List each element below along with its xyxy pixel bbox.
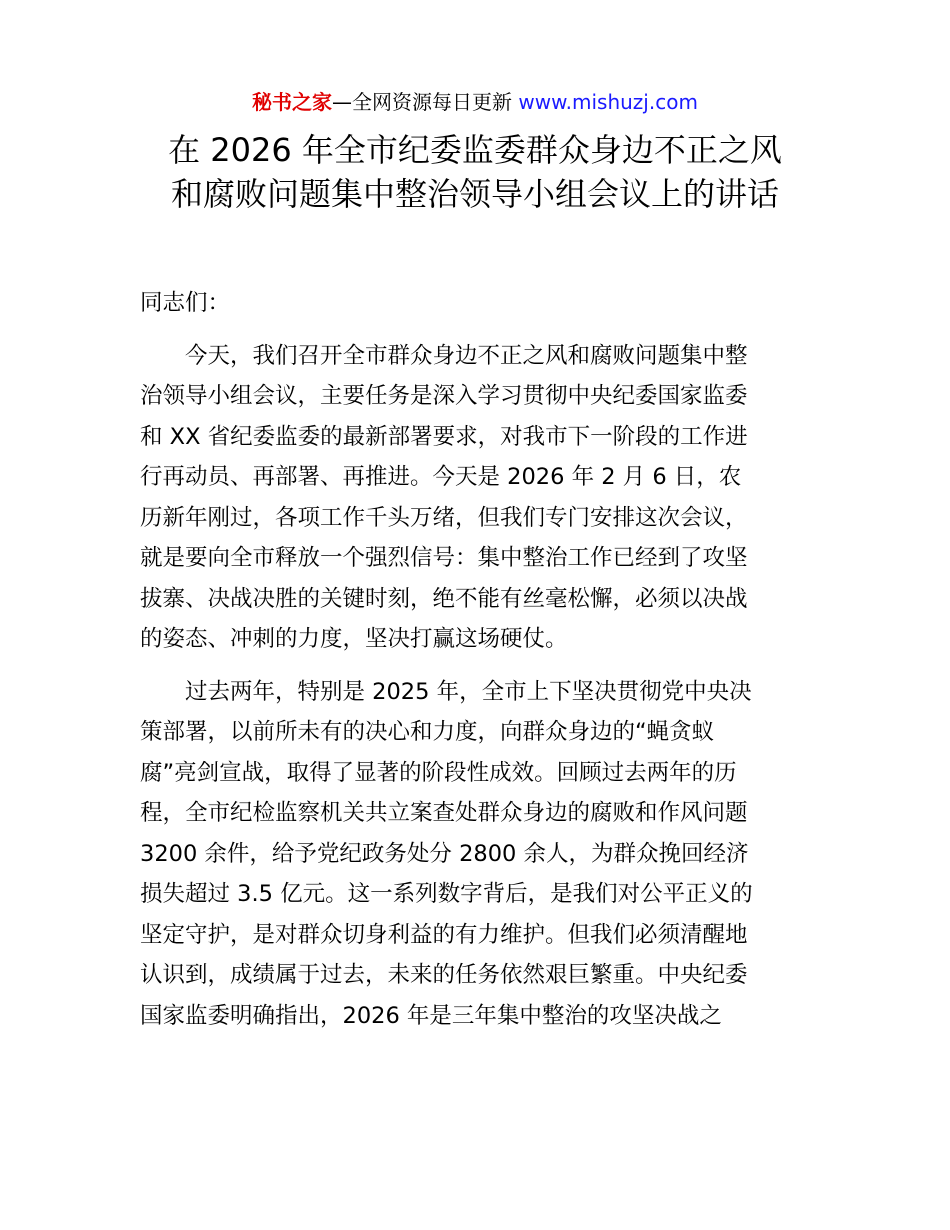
title-line-2: 和腐败问题集中整治领导小组会议上的讲话 xyxy=(170,175,779,213)
document-title xyxy=(100,128,850,216)
text-line: 的姿态、冲刺的力度，坚决打赢这场硬仗。 xyxy=(140,626,568,652)
text-line: 坚定守护，是对群众切身利益的有力维护。但我们必须清醒地 xyxy=(140,921,748,948)
text-line: 今天，我们召开全市群众身边不正之风和腐败问题集中整 xyxy=(185,342,748,369)
text-line: 损失超过 3.5 亿元。这一系列数字背后，是我们对公平正义的 xyxy=(140,881,753,907)
text-line: 治领导小组会议，主要任务是深入学习贯彻中央纪委国家监委 xyxy=(140,383,748,409)
text-line: 历新年刚过，各项工作千头万绪，但我们专门安排这次会议， xyxy=(140,504,748,531)
text-line: 认识到，成绩属于过去，未来的任务依然艰巨繁重。中央纪委 xyxy=(140,962,748,988)
document-body xyxy=(140,283,816,1048)
text-line: 国家监委明确指出，2026 年是三年集中整治的攻坚决战之 xyxy=(140,1002,722,1029)
text-line: 就是要向全市释放一个强烈信号：集中整治工作已经到了攻坚 xyxy=(140,545,748,571)
site-tagline: —全网资源每日更新 xyxy=(332,90,519,114)
paragraph-2 xyxy=(140,672,816,1037)
text-line: 3200 余件，给予党纪政务处分 2800 余人，为群众挽回经济 xyxy=(140,840,749,867)
text-line: 程，全市纪检监察机关共立案查处群众身边的腐败和作风问题 xyxy=(140,800,748,826)
text-line: 策部署，以前所未有的决心和力度，向群众身边的“蝇贪蚁 xyxy=(140,719,715,745)
brand-name: 秘书之家 xyxy=(252,90,333,114)
text-line: 拔寨、决战决胜的关键时刻，绝不能有丝毫松懈，必须以决战 xyxy=(140,585,748,612)
site-header xyxy=(0,88,950,116)
site-url-link[interactable]: www.mishuzj.com xyxy=(518,90,698,114)
salutation: 同志们： xyxy=(140,290,231,316)
text-line: 腐”亮剑宣战，取得了显著的阶段性成效。回顾过去两年的历 xyxy=(140,759,737,786)
title-line-1: 在 2026 年全市纪委监委群众身边不正之风 xyxy=(168,131,782,169)
text-line: 和 XX 省纪委监委的最新部署要求，对我市下一阶段的工作进 xyxy=(140,423,748,450)
paragraph-1 xyxy=(140,336,816,660)
text-line: 行再动员、再部署、再推进。今天是 2026 年 2 月 6 日，农 xyxy=(140,464,742,490)
text-line: 过去两年，特别是 2025 年，全市上下坚决贯彻党中央决 xyxy=(185,678,752,705)
